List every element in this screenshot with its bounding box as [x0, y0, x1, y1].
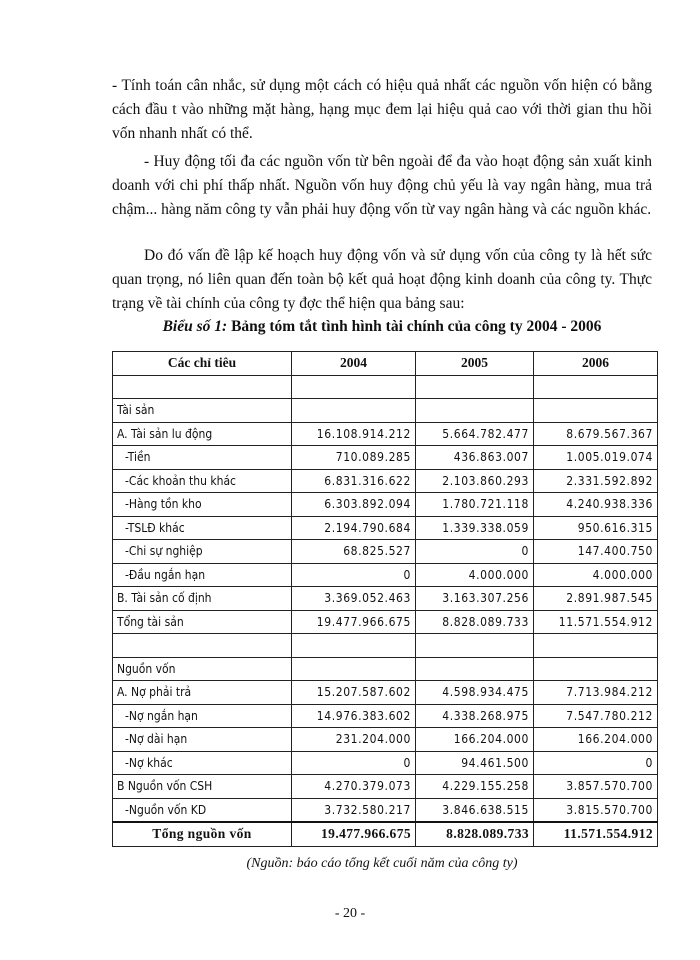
financial-summary-table [112, 351, 658, 847]
value-cell [534, 399, 658, 423]
row-label-cell [113, 375, 292, 399]
header-cell: 2006 [534, 352, 658, 376]
paragraph-3: Do đó vấn đề lập kế hoạch huy động vốn và sử dụng vốn của công ty là hết sức quan trọng, nó liên quan đến toàn bộ kết quả hoạt động kinh doanh của công ty. Thực trạng về tài chính của công ty đợc thể hiện qua bảng sau: [112, 247, 652, 312]
value-cell [292, 399, 416, 423]
table-row [113, 493, 658, 517]
value-cell: 0 [292, 751, 416, 775]
value-cell [416, 634, 534, 658]
value-cell: 3.163.307.256 [416, 587, 534, 611]
row-label-cell: Tổng tài sản [113, 610, 292, 634]
value-cell: 0 [416, 540, 534, 564]
row-label-cell [113, 634, 292, 658]
value-cell: 4.240.938.336 [534, 493, 658, 517]
table-row [113, 634, 658, 658]
row-label-cell: A. Tài sản lu động [113, 422, 292, 446]
row-label-cell: B Nguồn vốn CSH [113, 775, 292, 799]
value-cell: 5.664.782.477 [416, 422, 534, 446]
header-cell: 2005 [416, 352, 534, 376]
value-cell: 6.303.892.094 [292, 493, 416, 517]
table-row [113, 775, 658, 799]
table-row [113, 728, 658, 752]
value-cell [292, 657, 416, 681]
table-row [113, 704, 658, 728]
value-cell: 436.863.007 [416, 446, 534, 470]
value-cell: 950.616.315 [534, 516, 658, 540]
value-cell: 6.831.316.622 [292, 469, 416, 493]
value-cell: 1.005.019.074 [534, 446, 658, 470]
value-cell: 1.339.338.059 [416, 516, 534, 540]
row-label-cell: -Nguồn vốn KD [113, 798, 292, 822]
value-cell: 68.825.527 [292, 540, 416, 564]
table-row [113, 375, 658, 399]
value-cell [534, 375, 658, 399]
value-cell: 15.207.587.602 [292, 681, 416, 705]
table-row [113, 563, 658, 587]
paragraph-2: - Huy động tối đa các nguồn vốn từ bên ngoài để đa vào hoạt động sản xuất kinh doanh với chi phí thấp nhất. Nguồn vốn huy động chủ yếu là vay ngân hàng, mua trả chậm... hàng năm công ty vẫn phải huy động vốn từ vay ngân hàng và các nguồn khác. [112, 153, 652, 218]
value-cell: 7.547.780.212 [534, 704, 658, 728]
row-label-cell: Tài sản [113, 399, 292, 423]
value-cell: 14.976.383.602 [292, 704, 416, 728]
row-label-cell: -Hàng tồn kho [113, 493, 292, 517]
value-cell: 2.194.790.684 [292, 516, 416, 540]
paragraph-1: - Tính toán cân nhắc, sử dụng một cách có hiệu quả nhất các nguồn vốn hiện có bằng cách đầu t vào những mặt hàng, hạng mục đem lại hiệu quả cao với thời gian thu hồi vốn nhanh nhất có thể. [112, 77, 652, 142]
table-row [113, 587, 658, 611]
table-row [113, 399, 658, 423]
value-cell: 147.400.750 [534, 540, 658, 564]
value-cell: 4.000.000 [416, 563, 534, 587]
value-cell [534, 657, 658, 681]
value-cell: 8.679.567.367 [534, 422, 658, 446]
value-cell [416, 399, 534, 423]
value-cell: 8.828.089.733 [416, 822, 534, 846]
value-cell: 11.571.554.912 [534, 822, 658, 846]
table-total-row [113, 822, 658, 846]
value-cell: 3.732.580.217 [292, 798, 416, 822]
value-cell: 4.000.000 [534, 563, 658, 587]
table-body [113, 375, 658, 846]
value-cell: 3.369.052.463 [292, 587, 416, 611]
value-cell: 8.828.089.733 [416, 610, 534, 634]
row-label-cell: B. Tài sản cố định [113, 587, 292, 611]
row-label-cell: Nguồn vốn [113, 657, 292, 681]
value-cell [416, 657, 534, 681]
table-row [113, 446, 658, 470]
value-cell: 19.477.966.675 [292, 822, 416, 846]
table-row [113, 516, 658, 540]
table-row [113, 798, 658, 822]
value-cell: 166.204.000 [534, 728, 658, 752]
value-cell: 11.571.554.912 [534, 610, 658, 634]
row-label-cell: -Nợ dài hạn [113, 728, 292, 752]
table-row [113, 657, 658, 681]
value-cell: 3.846.638.515 [416, 798, 534, 822]
header-cell: Các chỉ tiêu [113, 352, 292, 376]
row-label-cell: -Nợ khác [113, 751, 292, 775]
table-header-row [113, 352, 658, 376]
row-label-cell: -TSLĐ khác [113, 516, 292, 540]
row-label-cell: -Đầu ngắn hạn [113, 563, 292, 587]
value-cell: 3.857.570.700 [534, 775, 658, 799]
row-label-cell: -Chi sự nghiệp [113, 540, 292, 564]
value-cell: 7.713.984.212 [534, 681, 658, 705]
value-cell: 231.204.000 [292, 728, 416, 752]
table-row [113, 469, 658, 493]
caption-prefix: Biểu số 1: [162, 318, 228, 335]
value-cell: 94.461.500 [416, 751, 534, 775]
value-cell: 710.089.285 [292, 446, 416, 470]
table-row [113, 681, 658, 705]
table-row [113, 751, 658, 775]
value-cell: 1.780.721.118 [416, 493, 534, 517]
value-cell: 4.229.155.258 [416, 775, 534, 799]
row-label-cell: -Tiền [113, 446, 292, 470]
value-cell: 2.331.592.892 [534, 469, 658, 493]
value-cell [292, 375, 416, 399]
value-cell: 4.270.379.073 [292, 775, 416, 799]
row-label-cell: A. Nợ phải trả [113, 681, 292, 705]
table-row [113, 610, 658, 634]
value-cell [534, 634, 658, 658]
row-label-cell: -Nợ ngắn hạn [113, 704, 292, 728]
value-cell: 0 [292, 563, 416, 587]
value-cell: 19.477.966.675 [292, 610, 416, 634]
value-cell: 16.108.914.212 [292, 422, 416, 446]
value-cell: 2.103.860.293 [416, 469, 534, 493]
source-note: (Nguồn: báo cáo tổng kết cuối năm của công ty) [246, 856, 518, 871]
row-label-cell: -Các khoản thu khác [113, 469, 292, 493]
table-caption [112, 318, 652, 336]
value-cell: 166.204.000 [416, 728, 534, 752]
table-row [113, 540, 658, 564]
value-cell: 3.815.570.700 [534, 798, 658, 822]
page-number: - 20 - [334, 906, 366, 921]
row-label-cell: Tổng nguồn vốn [113, 822, 292, 846]
value-cell: 2.891.987.545 [534, 587, 658, 611]
table-row [113, 422, 658, 446]
value-cell [416, 375, 534, 399]
caption-text: Bảng tóm tắt tình hình tài chính của công ty 2004 - 2006 [227, 318, 602, 335]
header-cell: 2004 [292, 352, 416, 376]
value-cell: 0 [534, 751, 658, 775]
value-cell [292, 634, 416, 658]
value-cell: 4.598.934.475 [416, 681, 534, 705]
value-cell: 4.338.268.975 [416, 704, 534, 728]
